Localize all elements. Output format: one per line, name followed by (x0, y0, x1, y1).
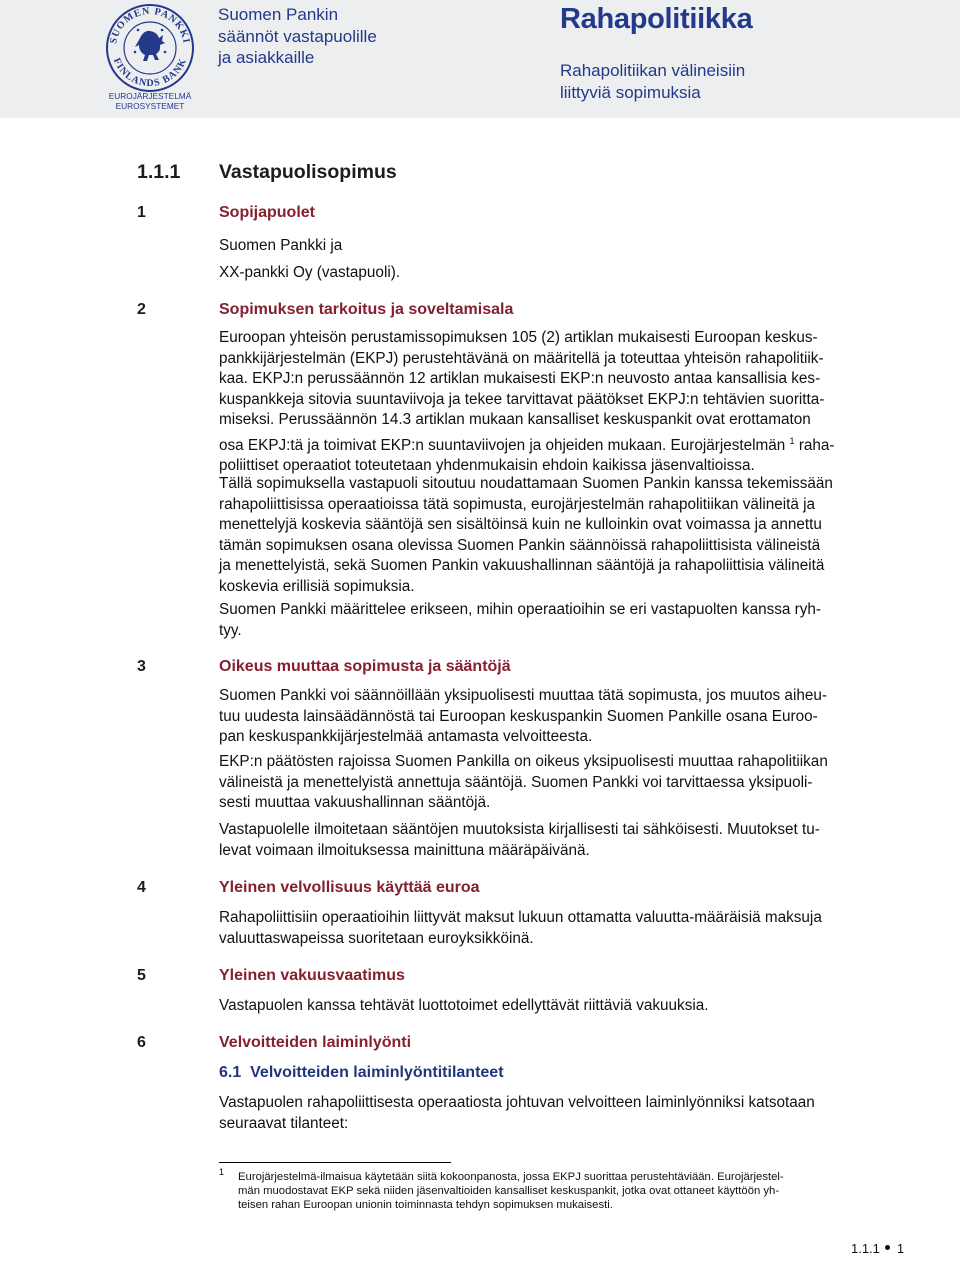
text-line-tail: raha- (798, 436, 835, 454)
footnote-divider (219, 1162, 451, 1163)
section-title: Yleinen velvollisuus käyttää euroa (219, 879, 480, 896)
section-5-paragraph-1 (219, 996, 869, 1017)
party-line: Suomen Pankki ja (219, 237, 343, 254)
header-subtitle (560, 60, 880, 104)
header-subtitle-line: Rahapolitiikan välineisiin (560, 61, 746, 80)
section-title: Velvoitteiden laiminlyönti (219, 1034, 412, 1051)
document-number: 1.1.1 (137, 161, 181, 183)
text-line: kuspankkeja sitovia suuntaviivoja ja tekee tarvittavat päätökset EKPJ:n tehtävien suoritta- (219, 390, 825, 408)
footnote-line: teisen rahan Euroopan unionin toiminnasta tehdyn sopimuksen mukaisesti. (238, 1198, 613, 1211)
footnote-text (238, 1171, 868, 1212)
text-line: ja menettelyistä, sekä Suomen Pankin vakuushallinnan sääntöjä ja rahapoliittisia välineitä (219, 557, 825, 574)
svg-text:FINLANDS BANK (111, 56, 189, 89)
text-line: Euroopan yhteisön perustamissopimuksen 105 (2) artiklan mukaisesti Euroopan keskus- (219, 329, 818, 346)
document-title-text: Vastapuolisopimus (219, 161, 397, 183)
text-line: osa EKPJ:tä ja toimivat EKP:n suuntaviivojen ja ohjeiden mukaan. Eurojärjestelmän (219, 436, 786, 454)
header-title: Rahapolitiikka (560, 3, 753, 35)
header-left-line: ja asiakkaille (218, 48, 315, 67)
logo-line-eurosystemet: EUROSYSTEMET (115, 101, 185, 111)
section-title: Sopimuksen tarkoitus ja soveltamisala (219, 301, 514, 318)
header-left-line: Suomen Pankin (218, 5, 339, 24)
section-number: 6 (137, 1034, 146, 1051)
section-heading-6 (137, 1034, 411, 1052)
section-title: Oikeus muuttaa sopimusta ja sääntöjä (219, 658, 511, 675)
bank-logo (102, 2, 198, 114)
section-3-paragraph-3 (219, 820, 869, 861)
section-heading-3 (137, 658, 511, 676)
logo-ring-top-text: SUOMEN PANKKI (108, 5, 192, 45)
header-left-line: säännöt vastapuolille (218, 26, 377, 46)
section-6-paragraph-1 (219, 1093, 869, 1134)
section-2-paragraph-1 (219, 328, 869, 477)
section-heading-1 (137, 204, 315, 222)
section-3-paragraph-1 (219, 686, 869, 748)
section-number: 5 (137, 967, 146, 984)
section-3-paragraph-2 (219, 752, 869, 814)
party-line: XX-pankki Oy (vastapuoli). (219, 264, 401, 281)
text-line: Rahapoliittisiin operaatioihin liittyvät maksut lukuun ottamatta valuutta-määräisiä maksuja (219, 909, 822, 926)
text-line: pan keskuspankkijärjestelmää antamasta velvoitteesta. (219, 728, 593, 745)
text-line: valuuttaswapeissa suoritetaan euroyksikköinä. (219, 929, 534, 947)
section-4-paragraph-1 (219, 908, 869, 949)
footnote-line: Eurojärjestelmä-ilmaisua käytetään siitä kokoonpanosta, jossa EKPJ suorittaa perustehtäviään. Eurojärjestel- (238, 1171, 784, 1183)
section-number: 2 (137, 301, 146, 318)
footnote-line: män muodostavat EKP sekä niiden jäsenvaltioiden kansalliset keskuspankit, jotka ovat ottaneet käyttöön yh- (238, 1184, 780, 1197)
header-subtitle-line: liittyviä sopimuksia (560, 83, 701, 102)
text-line: sesti muuttaa vakuushallinnan sääntöjä. (219, 794, 491, 811)
section-number: 1 (137, 204, 146, 221)
header-rules-title (218, 4, 438, 69)
text-line: menettelyjä koskevia sääntöjä sen sisältöinsä kuin ne kulloinkin ovat voimassa ja annettu (219, 516, 822, 533)
text-line: pankkijärjestelmän (EKPJ) perustehtävänä on määritellä ja toteuttaa yhteisön rahapolitiik- (219, 349, 824, 367)
text-line: Vastapuolen rahapoliittisesta operaatiosta johtuvan velvoitteen laiminlyönniksi katsotaan (219, 1094, 815, 1111)
text-line: tämän sopimuksen osana olevissa Suomen Pankin säännöissä rahapoliittisista välineistä (219, 536, 821, 554)
text-line: Vastapuolen kanssa tehtävät luottotoimet edellyttävät riittäviä vakuuksia. (219, 997, 709, 1014)
section-heading-5 (137, 967, 405, 985)
page-number (851, 1241, 904, 1256)
subsection-heading-6-1 (219, 1064, 504, 1082)
text-line: kaa. EKPJ:n perussäännön 12 artiklan mukaisesti EKP:n neuvosto antaa kansallisia kes- (219, 370, 821, 387)
logo-line-eurojarjestelma: EUROJÄRJESTELMÄ (108, 91, 192, 101)
text-line: EKP:n päätösten rajoissa Suomen Pankilla on oikeus yksipuolisesti muuttaa rahapolitiikan (219, 753, 828, 770)
bullet-dot-icon (885, 1245, 890, 1250)
page-header (0, 0, 960, 118)
text-line: koskevia erillisiä sopimuksia. (219, 577, 415, 595)
section-title: Yleinen vakuusvaatimus (219, 967, 405, 984)
text-line: välineistä ja menettelyistä annettuja sääntöjä. Suomen Pankki voi tarvittaessa yksipuoli- (219, 773, 813, 791)
footnote-mark: 1 (219, 1167, 225, 1177)
subsection-number: 6.1 (219, 1064, 242, 1081)
text-line: Tällä sopimuksella vastapuoli sitoutuu noudattamaan Suomen Pankin kanssa tekemissään (219, 475, 833, 492)
text-line: tyy. (219, 621, 242, 639)
page-index: 1 (896, 1241, 905, 1256)
text-line: seuraavat tilanteet: (219, 1114, 349, 1132)
lion-emblem-icon (134, 29, 167, 61)
text-line: rahapoliittisissa operaatioissa tätä sopimusta, eurojärjestelmän rahapolitiikan välineitä ja (219, 495, 816, 513)
section-1-parties (219, 232, 869, 286)
document-title (137, 161, 397, 184)
section-title: Sopijapuolet (219, 204, 315, 221)
section-2-paragraph-2 (219, 474, 869, 597)
section-2-paragraph-3 (219, 600, 869, 641)
text-line: tuu uudesta lainsäädännöstä tai Euroopan keskuspankin Suomen Pankille osana Euroo- (219, 707, 818, 725)
text-line: miseksi. Perussäännön 14.3 artiklan mukaan kansalliset keskuspankit ovat erottamaton (219, 411, 811, 428)
text-line: Suomen Pankki voi säännöillään yksipuolisesti muuttaa tätä sopimusta, jos muutos aiheu- (219, 687, 827, 704)
section-heading-2 (137, 301, 513, 319)
footnote-reference[interactable]: 1 (789, 435, 795, 446)
text-line: levat voimaan ilmoituksessa mainittuna määräpäivänä. (219, 841, 590, 859)
section-heading-4 (137, 879, 480, 897)
subsection-title: Velvoitteiden laiminlyöntitilanteet (250, 1064, 504, 1081)
logo-ring-bottom-text: FINLANDS BANK (110, 56, 190, 90)
text-line: Vastapuolelle ilmoitetaan sääntöjen muutoksista kirjallisesti tai sähköisesti. Muutokset tu- (219, 821, 820, 838)
section-number: 4 (137, 879, 146, 896)
text-line: poliittiset operaatiot toteutetaan yhdenmukaisin ehdoin kaikissa jäsenvaltioissa. (219, 457, 755, 474)
section-number: 3 (137, 658, 146, 675)
page-section-number: 1.1.1 (851, 1241, 880, 1256)
text-line: Suomen Pankki määrittelee erikseen, mihin operaatioihin se eri vastapuolten kanssa ryh- (219, 601, 821, 618)
